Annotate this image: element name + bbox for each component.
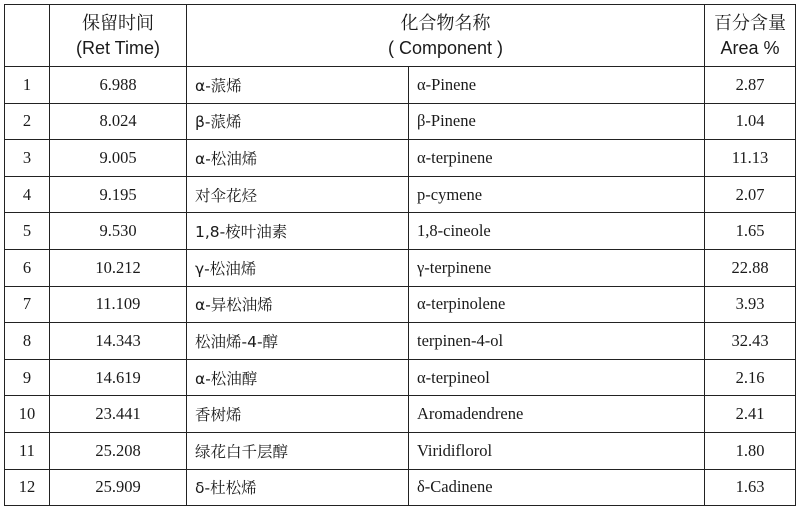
cell-name-cn: γ-松油烯 xyxy=(187,249,409,286)
header-ret-time-en: (Ret Time) xyxy=(75,37,160,58)
cell-ret-time: 8.024 xyxy=(50,103,187,140)
cell-name-en: Viridiflorol xyxy=(409,432,705,469)
header-area xyxy=(705,5,796,67)
cell-area: 2.87 xyxy=(705,67,796,104)
table-row xyxy=(5,359,796,396)
cell-name-cn: α-异松油烯 xyxy=(187,286,409,323)
cell-ret-time: 10.212 xyxy=(50,249,187,286)
header-ret-time xyxy=(50,5,187,67)
header-area-en: Area % xyxy=(720,37,780,58)
cell-ret-time: 9.195 xyxy=(50,176,187,213)
cell-name-cn: 绿花白千层醇 xyxy=(187,432,409,469)
header-area-cn: 百分含量 xyxy=(714,12,786,34)
cell-index: 7 xyxy=(5,286,50,323)
cell-name-en: p-cymene xyxy=(409,176,705,213)
cell-area: 1.65 xyxy=(705,213,796,250)
cell-area: 1.04 xyxy=(705,103,796,140)
cell-name-cn: δ-杜松烯 xyxy=(187,469,409,506)
cell-area: 32.43 xyxy=(705,323,796,360)
cell-area: 22.88 xyxy=(705,249,796,286)
table-row xyxy=(5,432,796,469)
cell-name-cn: 对伞花烃 xyxy=(187,176,409,213)
cell-ret-time: 23.441 xyxy=(50,396,187,433)
cell-area: 11.13 xyxy=(705,140,796,177)
table-row xyxy=(5,469,796,506)
table-row xyxy=(5,103,796,140)
cell-ret-time: 11.109 xyxy=(50,286,187,323)
compound-table xyxy=(4,4,796,506)
cell-name-cn: 香树烯 xyxy=(187,396,409,433)
header-ret-time-cn: 保留时间 xyxy=(82,12,154,34)
table-row xyxy=(5,396,796,433)
table-header-row xyxy=(5,5,796,67)
cell-name-cn: 松油烯-4-醇 xyxy=(187,323,409,360)
cell-index: 10 xyxy=(5,396,50,433)
table-row xyxy=(5,286,796,323)
cell-index: 5 xyxy=(5,213,50,250)
table-row xyxy=(5,213,796,250)
cell-name-en: terpinen-4-ol xyxy=(409,323,705,360)
cell-area: 3.93 xyxy=(705,286,796,323)
cell-name-en: 1,8-cineole xyxy=(409,213,705,250)
cell-ret-time: 14.619 xyxy=(50,359,187,396)
table-row xyxy=(5,67,796,104)
cell-name-cn: 1,8-桉叶油素 xyxy=(187,213,409,250)
cell-ret-time: 9.005 xyxy=(50,140,187,177)
cell-ret-time: 14.343 xyxy=(50,323,187,360)
table-row xyxy=(5,249,796,286)
header-component-cn: 化合物名称 xyxy=(400,12,491,34)
table-row xyxy=(5,323,796,360)
cell-index: 9 xyxy=(5,359,50,396)
cell-index: 1 xyxy=(5,67,50,104)
table-row xyxy=(5,176,796,213)
cell-name-en: α-Pinene xyxy=(409,67,705,104)
cell-area: 2.41 xyxy=(705,396,796,433)
header-index xyxy=(5,5,50,67)
cell-index: 6 xyxy=(5,249,50,286)
compound-table-wrapper xyxy=(4,4,796,506)
cell-area: 1.63 xyxy=(705,469,796,506)
cell-area: 2.16 xyxy=(705,359,796,396)
cell-index: 12 xyxy=(5,469,50,506)
cell-name-en: β-Pinene xyxy=(409,103,705,140)
header-component-en: ( Component ) xyxy=(387,37,504,58)
cell-name-cn: β-蒎烯 xyxy=(187,103,409,140)
cell-area: 2.07 xyxy=(705,176,796,213)
cell-ret-time: 25.909 xyxy=(50,469,187,506)
cell-name-cn: α-松油醇 xyxy=(187,359,409,396)
cell-name-en: α-terpinolene xyxy=(409,286,705,323)
cell-index: 8 xyxy=(5,323,50,360)
cell-index: 3 xyxy=(5,140,50,177)
cell-name-cn: α-松油烯 xyxy=(187,140,409,177)
table-row xyxy=(5,140,796,177)
cell-name-en: γ-terpinene xyxy=(409,249,705,286)
cell-ret-time: 9.530 xyxy=(50,213,187,250)
header-component xyxy=(187,5,705,67)
cell-index: 4 xyxy=(5,176,50,213)
cell-index: 11 xyxy=(5,432,50,469)
cell-name-en: δ-Cadinene xyxy=(409,469,705,506)
cell-name-en: α-terpinene xyxy=(409,140,705,177)
cell-name-cn: α-蒎烯 xyxy=(187,67,409,104)
table-body xyxy=(5,67,796,506)
cell-name-en: α-terpineol xyxy=(409,359,705,396)
cell-area: 1.80 xyxy=(705,432,796,469)
cell-ret-time: 6.988 xyxy=(50,67,187,104)
cell-ret-time: 25.208 xyxy=(50,432,187,469)
cell-name-en: Aromadendrene xyxy=(409,396,705,433)
cell-index: 2 xyxy=(5,103,50,140)
